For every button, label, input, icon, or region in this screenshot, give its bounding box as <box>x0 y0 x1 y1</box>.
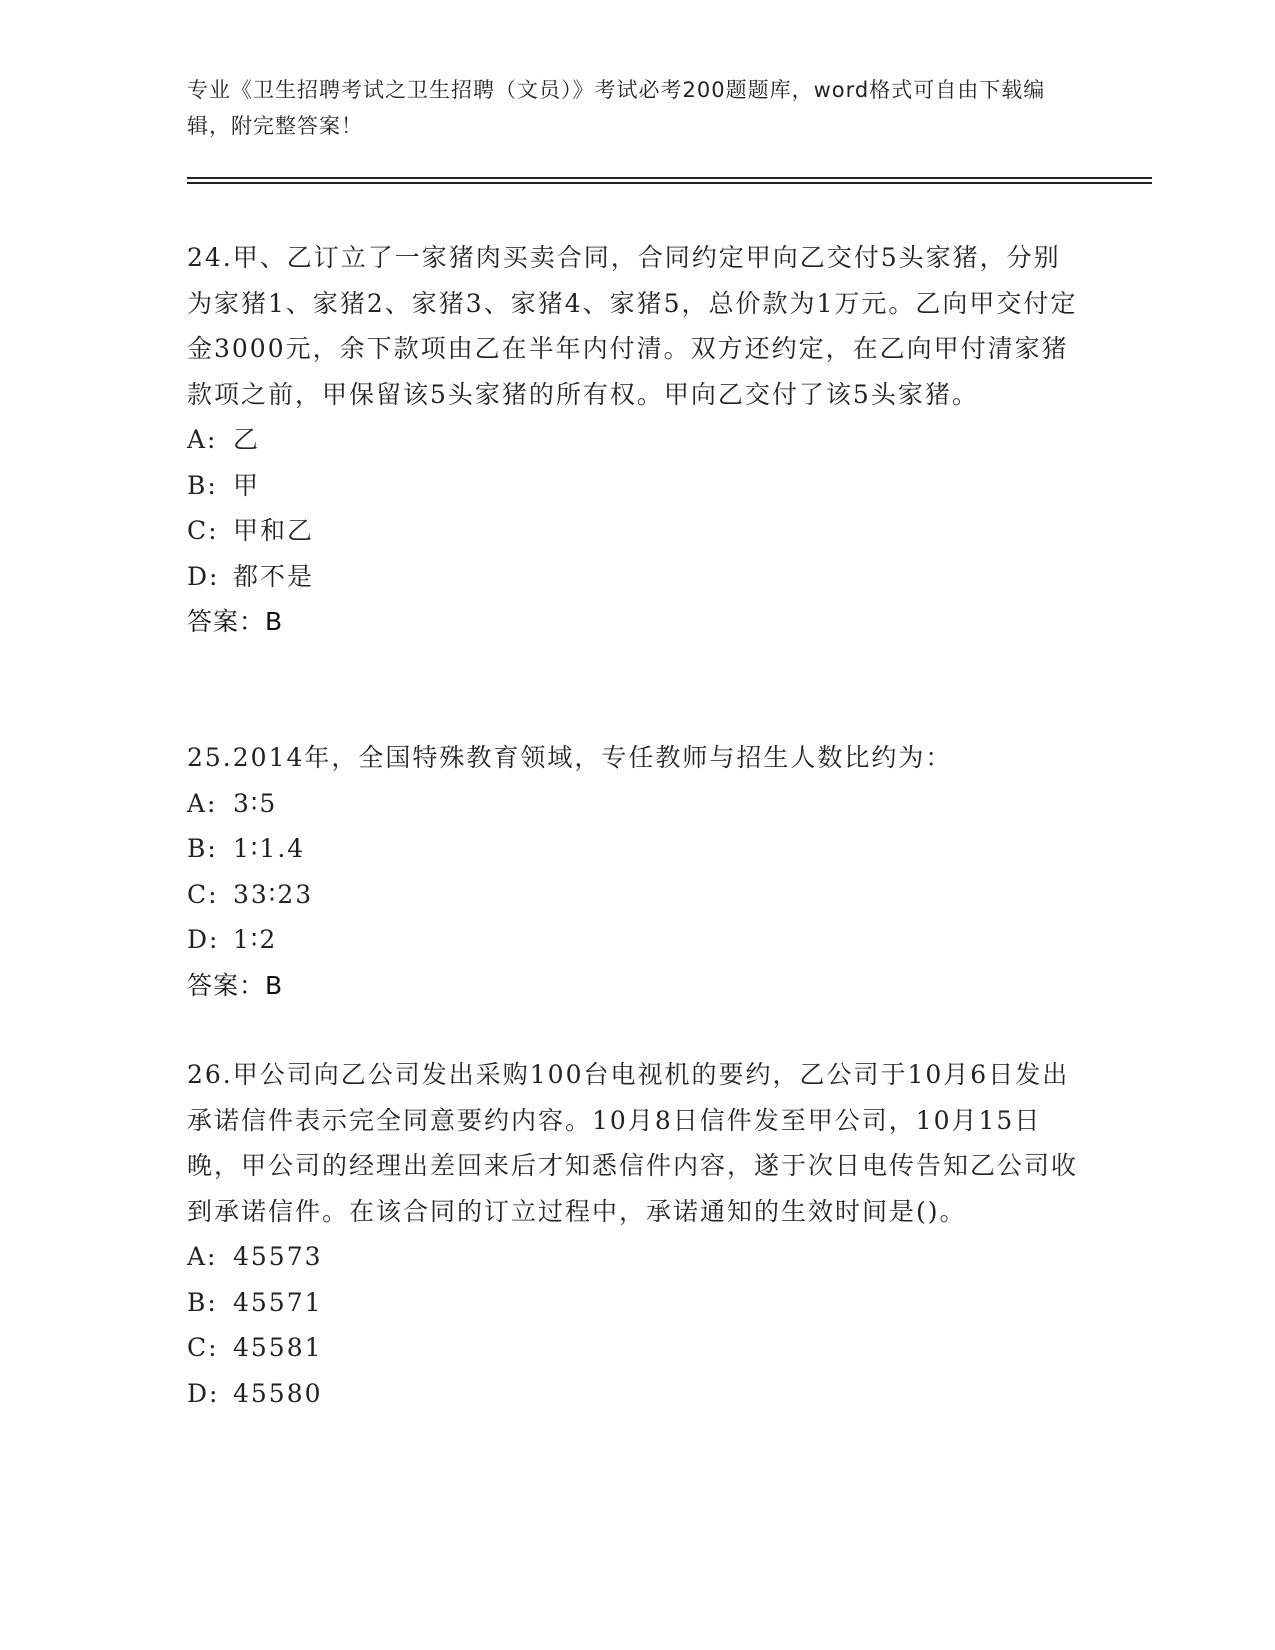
header-divider-top <box>187 177 1152 179</box>
question-stem: 26.甲公司向乙公司发出采购100台电视机的要约，乙公司于10月6日发出承诺信件表示完全同意要约内容。10月8日信件发至甲公司，10月15日晚，甲公司的经理出差回来后才知悉信件内容，遂于次日电传告知乙公司收到承诺信件。在该合同的订立过程中，承诺通知的生效时间是()。 <box>187 1060 1079 1226</box>
option-text: 45571 <box>233 1287 323 1317</box>
question-26 <box>187 1052 1087 1416</box>
option-label: A: <box>187 788 218 818</box>
question-stem: 25.2014年，全国特殊教育领域，专任教师与招生人数比约为： <box>187 743 953 772</box>
option-a <box>187 1234 1087 1280</box>
option-text: 45581 <box>233 1333 323 1362</box>
question-24 <box>187 235 1087 645</box>
option-d <box>187 554 1087 600</box>
option-label: C: <box>187 516 219 545</box>
option-label: A: <box>187 425 218 454</box>
option-text: 乙 <box>233 425 261 454</box>
document-header: 专业《卫生招聘考试之卫生招聘（文员）》考试必考200题题库，word格式可自由下载编辑，附完整答案！ <box>187 78 1046 138</box>
option-a <box>187 781 1087 827</box>
header-divider-bottom <box>187 182 1152 184</box>
answer: 答案：B <box>187 607 284 636</box>
option-text: 33∶23 <box>233 879 314 909</box>
option-label: B: <box>187 1287 218 1317</box>
option-text: 1∶1.4 <box>233 834 306 863</box>
option-text: 甲和乙 <box>233 516 315 545</box>
option-label: D: <box>187 561 220 591</box>
option-c <box>187 1325 1087 1371</box>
option-label: C: <box>187 1333 219 1362</box>
option-text: 都不是 <box>233 561 315 591</box>
option-c <box>187 508 1087 554</box>
option-label: C: <box>187 879 219 909</box>
option-text: 45580 <box>233 1378 323 1408</box>
answer: 答案：B <box>187 970 284 1000</box>
option-d <box>187 1371 1087 1417</box>
option-label: B: <box>187 470 218 500</box>
option-b <box>187 826 1087 872</box>
option-label: D: <box>187 925 220 954</box>
option-b <box>187 1280 1087 1326</box>
option-label: A: <box>187 1242 218 1271</box>
option-text: 甲 <box>233 470 261 500</box>
option-c <box>187 872 1087 918</box>
option-a <box>187 417 1087 463</box>
question-25 <box>187 735 1087 1008</box>
option-label: D: <box>187 1378 220 1408</box>
option-text: 3∶5 <box>233 788 278 818</box>
option-text: 45573 <box>233 1242 323 1271</box>
question-stem: 24.甲、乙订立了一家猪肉买卖合同，合同约定甲向乙交付5头家猪，分别为家猪1、家猪2、家猪3、家猪4、家猪5，总价款为1万元。乙向甲交付定金3000元，余下款项由乙在半年内付清。双方还约定，在乙向甲付清家猪款项之前，甲保留该5头家猪的所有权。甲向乙交付了该5头家猪。 <box>187 243 1078 409</box>
option-label: B: <box>187 834 218 863</box>
option-text: 1∶2 <box>233 925 278 954</box>
option-b <box>187 463 1087 509</box>
option-d <box>187 917 1087 963</box>
